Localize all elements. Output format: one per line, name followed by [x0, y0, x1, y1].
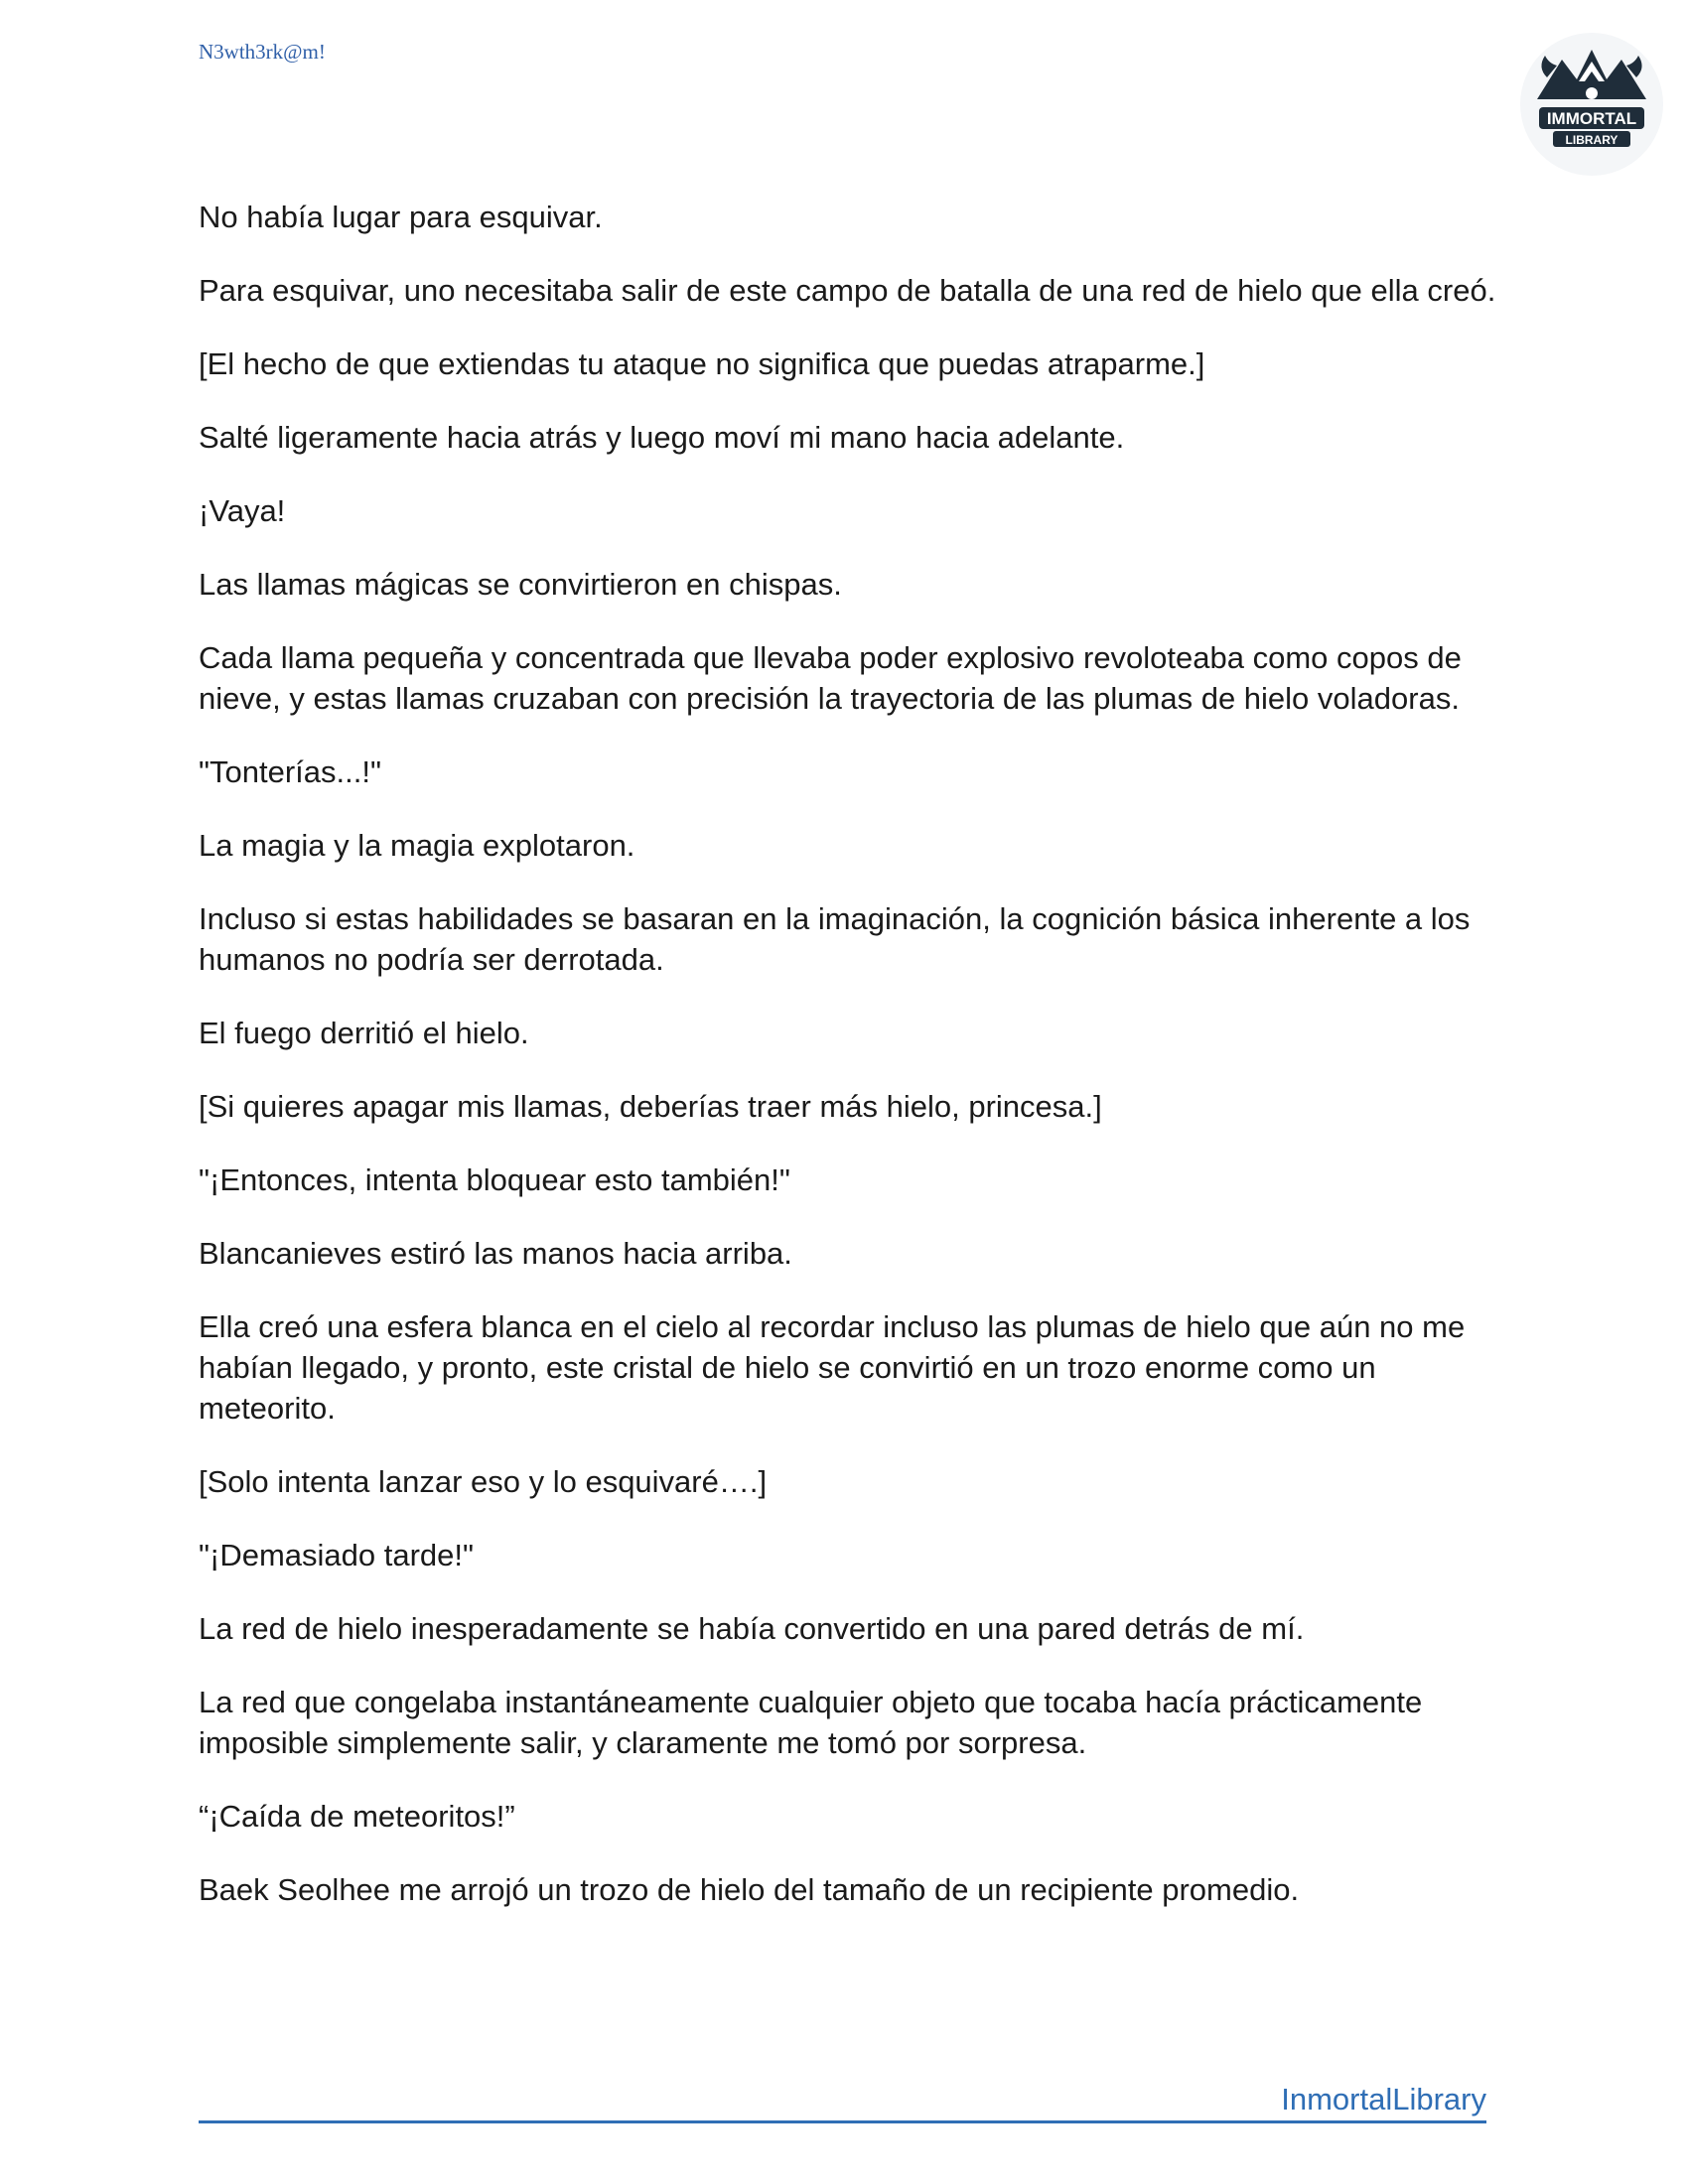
paragraph: La red de hielo inesperadamente se había convertido en una pared detrás de mí. [199, 1611, 1305, 1646]
paragraph: Baek Seolhee me arrojó un trozo de hielo del tamaño de un recipiente promedio. [199, 1872, 1300, 1907]
logo-text-line1: IMMORTAL [1546, 109, 1637, 128]
paragraph: El fuego derritió el hielo. [199, 1016, 529, 1050]
paragraph: La red que congelaba instantáneamente cualquier objeto que tocaba hacía prácticamente imposible simplemente salir, y claramente me tomó por sorpresa. [199, 1685, 1423, 1760]
paragraph: Incluso si estas habilidades se basaran en la imaginación, la cognición básica inherente a los humanos no podría ser derrotada. [199, 901, 1471, 977]
footer-link[interactable]: InmortalLibrary [1281, 2082, 1486, 2116]
logo-text-line2: LIBRARY [1565, 133, 1618, 147]
paragraph: “¡Caída de meteoritos!” [199, 1799, 515, 1834]
paragraph: [El hecho de que extiendas tu ataque no significa que puedas atraparme.] [199, 346, 1205, 381]
paragraph: Cada llama pequeña y concentrada que llevaba poder explosivo revoloteaba como copos de nieve, y estas llamas cruzaban con precisión la trayectoria de las plumas de hielo voladoras. [199, 640, 1462, 716]
paragraph: Las llamas mágicas se convirtieron en chispas. [199, 567, 842, 602]
header-handle: N3wth3rk@m! [199, 40, 326, 64]
paragraph: Blancanieves estiró las manos hacia arriba. [199, 1236, 792, 1271]
paragraph: [Solo intenta lanzar eso y lo esquivaré….] [199, 1464, 768, 1499]
paragraph: Salté ligeramente hacia atrás y luego moví mi mano hacia adelante. [199, 420, 1125, 455]
chapter-body [199, 197, 1499, 1943]
paragraph: Para esquivar, uno necesitaba salir de este campo de batalla de una red de hielo que ella creó. [199, 273, 1496, 308]
paragraph: "¡Demasiado tarde!" [199, 1538, 475, 1572]
paragraph: ¡Vaya! [199, 493, 286, 528]
paragraph: No había lugar para esquivar. [199, 200, 603, 234]
paragraph: "Tonterías...!" [199, 754, 381, 789]
paragraph: La magia y la magia explotaron. [199, 828, 635, 863]
paragraph: "¡Entonces, intenta bloquear esto también!" [199, 1162, 790, 1197]
paragraph: [Si quieres apagar mis llamas, deberías traer más hielo, princesa.] [199, 1089, 1102, 1124]
paragraph: Ella creó una esfera blanca en el cielo al recordar incluso las plumas de hielo que aún no me habían llegado, y pronto, este cristal de hielo se convirtió en un trozo enorme como un meteorito. [199, 1309, 1466, 1426]
footer-rule [199, 2081, 1486, 2123]
logo-emblem-icon [1517, 30, 1666, 179]
immortal-library-logo [1517, 30, 1666, 179]
